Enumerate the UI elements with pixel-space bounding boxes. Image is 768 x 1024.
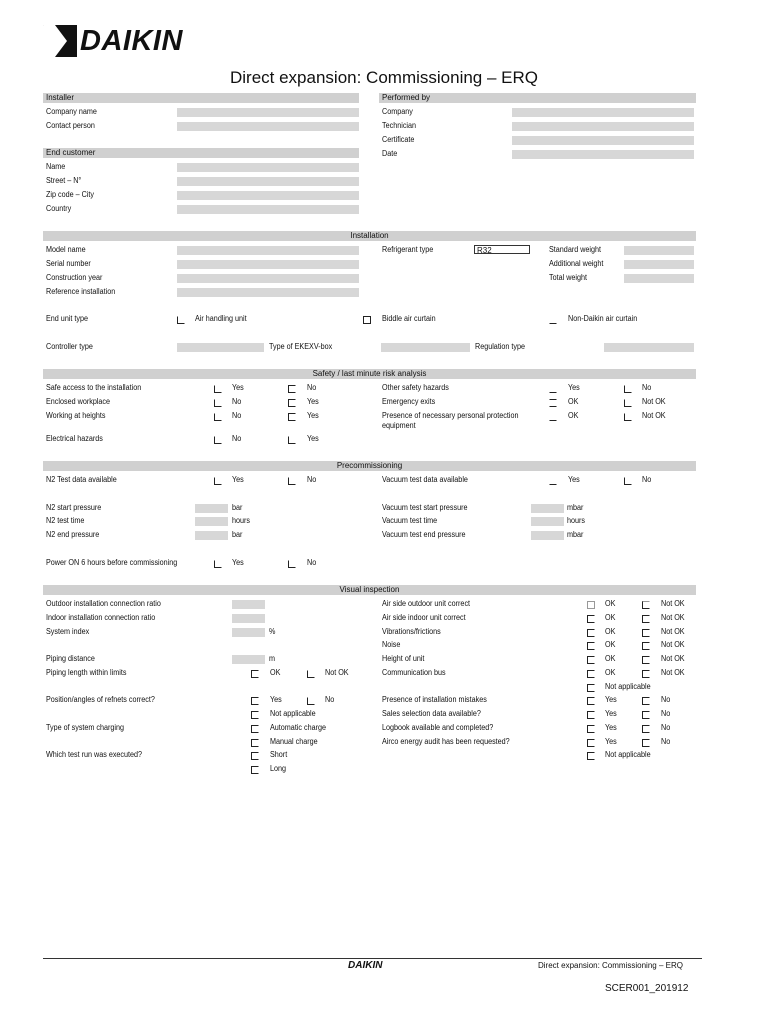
footer-title: Direct expansion: Commissioning – ERQ: [538, 961, 683, 970]
label-ok: OK: [605, 627, 616, 636]
checkbox-logbook-yes[interactable]: [587, 725, 595, 733]
checkbox-comm-ok[interactable]: [587, 670, 595, 678]
label-outdoor-ratio: Outdoor installation connection ratio: [46, 599, 161, 608]
label-contact-person: Contact person: [46, 121, 95, 130]
checkbox-biddle-air-curtain[interactable]: [363, 316, 371, 324]
checkbox-n2-no[interactable]: [288, 477, 296, 485]
label-controller-type: Controller type: [46, 342, 93, 351]
field-construction-year[interactable]: [177, 274, 359, 283]
label-name: Name: [46, 162, 66, 171]
checkbox-heights-yes[interactable]: [288, 413, 296, 421]
label-height: Height of unit: [382, 654, 425, 663]
checkbox-height-not-ok[interactable]: [642, 656, 650, 664]
label-not-ok: Not OK: [325, 668, 349, 677]
label-no: No: [325, 695, 335, 704]
checkbox-vacuum-no[interactable]: [624, 477, 632, 485]
label-piping-length: Piping length within limits: [46, 668, 127, 677]
label-yes: Yes: [605, 695, 617, 704]
label-not-ok: Not OK: [661, 627, 685, 636]
field-model-name[interactable]: [177, 246, 359, 255]
label-not-ok: Not OK: [661, 654, 685, 663]
checkbox-refnets-yes[interactable]: [251, 697, 259, 705]
field-reference-installation[interactable]: [177, 288, 359, 297]
label-no: No: [307, 383, 317, 392]
checkbox-air-indoor-not-ok[interactable]: [642, 615, 650, 623]
section-precommissioning: Precommissioning: [43, 461, 696, 471]
checkbox-mistakes-yes[interactable]: [587, 697, 595, 705]
field-vacuum-test-time[interactable]: [531, 517, 564, 526]
label-ok: OK: [605, 668, 616, 677]
label-no: No: [232, 411, 242, 420]
unit-mbar: mbar: [567, 530, 584, 539]
field-vacuum-end-pressure[interactable]: [531, 531, 564, 540]
label-not-ok: Not OK: [661, 613, 685, 622]
label-zip-city: Zip code – City: [46, 190, 95, 199]
field-total-weight[interactable]: [624, 274, 694, 283]
label-yes: Yes: [232, 558, 244, 567]
field-indoor-ratio[interactable]: [232, 614, 265, 623]
label-no: No: [661, 723, 671, 732]
label-non-daikin-air-curtain: Non-Daikin air curtain: [568, 314, 638, 323]
field-type-of-ekexv-box[interactable]: [381, 343, 470, 352]
checkbox-mistakes-no[interactable]: [642, 697, 650, 705]
label-not-applicable: Not applicable: [270, 709, 316, 718]
checkbox-air-outdoor-ok[interactable]: [587, 601, 595, 609]
label-electrical-hazards: Electrical hazards: [46, 434, 103, 443]
section-end-customer: End customer: [43, 148, 359, 158]
label-company: Company: [382, 107, 413, 116]
unit-bar: bar: [232, 530, 243, 539]
label-vacuum-test-time: Vacuum test time: [382, 516, 438, 525]
label-refrigerant-type: Refrigerant type: [382, 245, 434, 254]
label-ok: OK: [270, 668, 281, 677]
label-yes: Yes: [605, 737, 617, 746]
checkbox-noise-not-ok[interactable]: [642, 642, 650, 650]
label-street: Street – N°: [46, 176, 82, 185]
label-air-indoor: Air side indoor unit correct: [382, 613, 466, 622]
section-installer: Installer: [43, 93, 359, 103]
checkbox-short[interactable]: [251, 752, 259, 760]
field-technician[interactable]: [512, 122, 694, 131]
checkbox-air-handling-unit[interactable]: [177, 316, 185, 324]
label-company-name: Company name: [46, 107, 97, 116]
label-yes: Yes: [605, 723, 617, 732]
label-yes: Yes: [605, 709, 617, 718]
label-no: No: [661, 737, 671, 746]
field-contact-person[interactable]: [177, 122, 359, 131]
label-air-outdoor: Air side outdoor unit correct: [382, 599, 471, 608]
label-short: Short: [270, 750, 288, 759]
checkbox-audit-no[interactable]: [642, 739, 650, 747]
label-n2-end-pressure: N2 end pressure: [46, 530, 100, 539]
label-yes: Yes: [232, 475, 244, 484]
label-end-unit-type: End unit type: [46, 314, 89, 323]
label-not-ok: Not OK: [642, 397, 666, 406]
footer-code: SCER001_201912: [605, 983, 689, 994]
field-certificate[interactable]: [512, 136, 694, 145]
label-total-weight: Total weight: [549, 273, 588, 282]
label-yes: Yes: [307, 434, 319, 443]
field-date[interactable]: [512, 150, 694, 159]
field-serial-number[interactable]: [177, 260, 359, 269]
label-ok: OK: [605, 599, 616, 608]
label-not-applicable: Not applicable: [605, 750, 651, 759]
footer-divider: [43, 958, 702, 959]
label-ok: OK: [568, 411, 579, 420]
checkbox-comm-not-ok[interactable]: [642, 670, 650, 678]
label-noise: Noise: [382, 640, 401, 649]
label-no: No: [661, 695, 671, 704]
section-visual-inspection: Visual inspection: [43, 585, 696, 595]
label-no: No: [232, 434, 242, 443]
field-additional-weight[interactable]: [624, 260, 694, 269]
checkbox-ppe-ok[interactable]: [549, 413, 557, 421]
label-sales-selection: Sales selection data available?: [382, 709, 481, 718]
label-yes: Yes: [307, 411, 319, 420]
label-working-at-heights: Working at heights: [46, 411, 106, 420]
footer-logo: DAIKIN: [348, 960, 383, 971]
label-not-applicable: Not applicable: [605, 682, 651, 691]
label-no: No: [232, 397, 242, 406]
checkbox-sales-no[interactable]: [642, 711, 650, 719]
label-not-ok: Not OK: [661, 668, 685, 677]
label-safe-access: Safe access to the installation: [46, 383, 142, 392]
label-date: Date: [382, 149, 398, 158]
label-construction-year: Construction year: [46, 273, 103, 282]
label-model-name: Model name: [46, 245, 86, 254]
label-no: No: [661, 709, 671, 718]
label-airco-audit: Airco energy audit has been requested?: [382, 737, 510, 746]
field-system-index[interactable]: [232, 628, 265, 637]
checkbox-piping-not-ok[interactable]: [307, 670, 315, 678]
checkbox-other-yes[interactable]: [549, 385, 557, 393]
checkbox-sales-yes[interactable]: [587, 711, 595, 719]
checkbox-exits-ok[interactable]: [549, 399, 557, 407]
label-vacuum-end-pressure: Vacuum test end pressure: [382, 530, 466, 539]
checkbox-non-daikin-air-curtain[interactable]: [549, 316, 557, 324]
label-other-safety-hazards: Other safety hazards: [382, 383, 449, 392]
checkbox-automatic-charge[interactable]: [251, 725, 259, 733]
unit-mbar: mbar: [567, 503, 584, 512]
label-piping-distance: Piping distance: [46, 654, 95, 663]
label-emergency-exits: Emergency exits: [382, 397, 436, 406]
label-certificate: Certificate: [382, 135, 415, 144]
label-technician: Technician: [382, 121, 417, 130]
label-automatic-charge: Automatic charge: [270, 723, 327, 732]
unit-hours: hours: [567, 516, 586, 525]
field-outdoor-ratio[interactable]: [232, 600, 265, 609]
checkbox-noise-ok[interactable]: [587, 642, 595, 650]
checkbox-manual-charge[interactable]: [251, 739, 259, 747]
label-no: No: [307, 558, 317, 567]
checkbox-enclosed-yes[interactable]: [288, 399, 296, 407]
checkbox-long[interactable]: [251, 766, 259, 774]
label-yes: Yes: [568, 475, 580, 484]
label-ok: OK: [605, 613, 616, 622]
label-refnets: Position/angles of refnets correct?: [46, 695, 155, 704]
label-ppe: Presence of necessary personal protection equipment: [382, 411, 519, 430]
checkbox-refnets-no[interactable]: [307, 697, 315, 705]
checkbox-height-ok[interactable]: [587, 656, 595, 664]
field-n2-test-time[interactable]: [195, 517, 228, 526]
label-logbook: Logbook available and completed?: [382, 723, 494, 732]
label-serial-number: Serial number: [46, 259, 91, 268]
logo-text: DAIKIN: [80, 25, 183, 57]
label-air-handling-unit: Air handling unit: [195, 314, 247, 323]
label-yes: Yes: [307, 397, 319, 406]
label-long: Long: [270, 764, 287, 773]
field-regulation-type[interactable]: [604, 343, 694, 352]
checkbox-piping-ok[interactable]: [251, 670, 259, 678]
unit-meter: m: [269, 654, 276, 663]
field-n2-start-pressure[interactable]: [195, 504, 228, 513]
label-reference-installation: Reference installation: [46, 287, 116, 296]
checkbox-air-outdoor-not-ok[interactable]: [642, 601, 650, 609]
unit-bar: bar: [232, 503, 243, 512]
label-additional-weight: Additional weight: [549, 259, 604, 268]
field-refrigerant-type[interactable]: R32: [474, 245, 530, 254]
label-regulation-type: Regulation type: [475, 342, 526, 351]
checkbox-exits-not-ok[interactable]: [624, 399, 632, 407]
label-biddle-air-curtain: Biddle air curtain: [382, 314, 436, 323]
checkbox-ppe-not-ok[interactable]: [624, 413, 632, 421]
checkbox-other-no[interactable]: [624, 385, 632, 393]
label-n2-start-pressure: N2 start pressure: [46, 503, 102, 512]
field-vacuum-start-pressure[interactable]: [531, 504, 564, 513]
label-vibrations: Vibrations/frictions: [382, 627, 441, 636]
unit-hours: hours: [232, 516, 251, 525]
label-vacuum-start-pressure: Vacuum test start pressure: [382, 503, 468, 512]
checkbox-logbook-no[interactable]: [642, 725, 650, 733]
label-not-ok: Not OK: [661, 599, 685, 608]
label-system-index: System index: [46, 627, 90, 636]
label-yes: Yes: [232, 383, 244, 392]
field-country[interactable]: [177, 205, 359, 214]
field-controller-type[interactable]: [177, 343, 264, 352]
checkbox-heights-no[interactable]: [214, 413, 222, 421]
checkbox-safe-access-no[interactable]: [288, 385, 296, 393]
label-no: No: [642, 383, 652, 392]
document-title: Direct expansion: Commissioning – ERQ: [229, 68, 538, 87]
checkbox-air-indoor-ok[interactable]: [587, 615, 595, 623]
label-no: No: [642, 475, 652, 484]
label-no: No: [307, 475, 317, 484]
section-performed-by: Performed by: [379, 93, 696, 103]
label-manual-charge: Manual charge: [270, 737, 318, 746]
label-yes: Yes: [568, 383, 580, 392]
checkbox-vacuum-yes[interactable]: [549, 477, 557, 485]
checkbox-vibrations-not-ok[interactable]: [642, 629, 650, 637]
checkbox-n2-yes[interactable]: [214, 477, 222, 485]
field-zip-city[interactable]: [177, 191, 359, 200]
checkbox-comm-na[interactable]: [587, 684, 595, 692]
section-installation: Installation: [43, 231, 696, 241]
label-mistakes: Presence of installation mistakes: [382, 695, 487, 704]
label-standard-weight: Standard weight: [549, 245, 602, 254]
checkbox-audit-na[interactable]: [587, 752, 595, 760]
checkbox-enclosed-no[interactable]: [214, 399, 222, 407]
label-enclosed-workplace: Enclosed workplace: [46, 397, 111, 406]
label-vacuum-test-data: Vacuum test data available: [382, 475, 468, 484]
label-test-run: Which test run was executed?: [46, 750, 143, 759]
checkbox-electrical-yes[interactable]: [288, 436, 296, 444]
checkbox-safe-access-yes[interactable]: [214, 385, 222, 393]
field-piping-distance[interactable]: [232, 655, 265, 664]
field-standard-weight[interactable]: [624, 246, 694, 255]
section-safety: Safety / last minute risk analysis: [43, 369, 696, 379]
label-n2-test-time: N2 test time: [46, 516, 85, 525]
label-ok: OK: [605, 654, 616, 663]
checkbox-refnets-na[interactable]: [251, 711, 259, 719]
checkbox-electrical-no[interactable]: [214, 436, 222, 444]
label-country: Country: [46, 204, 72, 213]
field-street[interactable]: [177, 177, 359, 186]
label-not-ok: Not OK: [661, 640, 685, 649]
unit-percent: %: [269, 627, 276, 636]
label-power-on: Power ON 6 hours before commissioning: [46, 558, 178, 567]
checkbox-power-no[interactable]: [288, 560, 296, 568]
label-type-of-ekexv-box: Type of EKEXV-box: [269, 342, 333, 351]
checkbox-vibrations-ok[interactable]: [587, 629, 595, 637]
field-company[interactable]: [512, 108, 694, 117]
label-comm-bus: Communication bus: [382, 668, 446, 677]
checkbox-audit-yes[interactable]: [587, 739, 595, 747]
field-name[interactable]: [177, 163, 359, 172]
field-company-name[interactable]: [177, 108, 359, 117]
label-ok: OK: [605, 640, 616, 649]
label-charging: Type of system charging: [46, 723, 125, 732]
checkbox-power-yes[interactable]: [214, 560, 222, 568]
label-indoor-ratio: Indoor installation connection ratio: [46, 613, 156, 622]
field-n2-end-pressure[interactable]: [195, 531, 228, 540]
label-not-ok: Not OK: [642, 411, 666, 420]
label-ok: OK: [568, 397, 579, 406]
label-n2-test-data: N2 Test data available: [46, 475, 117, 484]
label-yes: Yes: [270, 695, 282, 704]
